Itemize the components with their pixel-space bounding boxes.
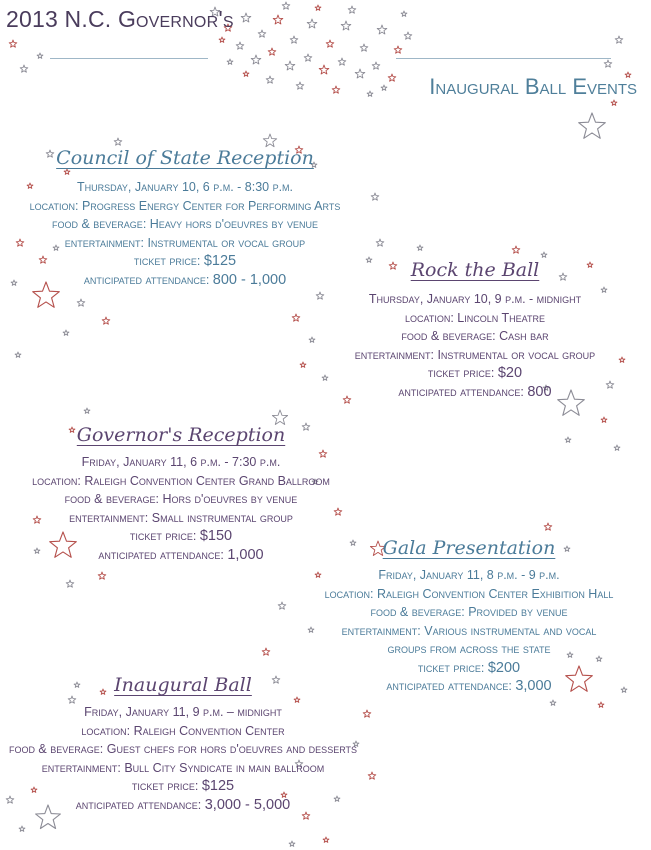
decorative-star-icon [241,13,251,22]
decorative-star-icon [98,572,106,579]
decorative-star-icon [307,19,317,28]
event-title: Council of State Reception [56,147,314,169]
event-date: Friday, January 11, 8 p.m. - 9 p.m. [378,568,560,582]
event-location: location: Raleigh Convention Center [81,723,285,738]
decorative-star-icon [550,700,556,705]
decorative-star-icon [372,62,380,69]
decorative-star-icon [219,37,225,42]
event-date: Friday, January 11, 6 p.m. - 7:30 p.m. [81,455,281,469]
decorative-star-icon [367,91,373,96]
decorative-star-icon [243,71,249,76]
header-rule-right [396,58,611,59]
decorative-star-icon [114,138,122,145]
decorative-star-icon [376,239,384,246]
decorative-star-icon [326,40,334,47]
decorative-star-icon [292,314,300,321]
decorative-star-icon [37,53,43,58]
event-ticket-price: ticket price: $20 [427,365,523,381]
decorative-star-icon [282,2,290,9]
event-food: food & beverage: Hors d'oeuvres by venue [64,492,298,506]
event-gala-presentation [296,536,642,696]
header-rule-left [50,58,208,59]
decorative-star-icon [15,352,21,357]
decorative-star-icon [236,42,244,49]
event-attendance: anticipated attendance: 3,000 [386,678,552,694]
decorative-star-icon [404,32,412,39]
decorative-star-icon [19,826,25,831]
decorative-star-icon [9,40,17,47]
decorative-star-icon [262,648,270,655]
decorative-star-icon [20,65,28,72]
event-attendance: anticipated attendance: 1,000 [98,546,264,563]
decorative-star-icon [604,60,612,67]
event-attendance: anticipated attendance: 3,000 - 5,000 [75,796,291,813]
event-rock-the-ball [330,258,620,401]
decorative-star-icon [360,44,368,51]
decorative-star-icon [66,580,74,587]
decorative-star-icon [371,193,379,200]
decorative-star-icon [266,76,274,83]
event-entertainment: entertainment: Small instrumental group [69,510,293,525]
decorative-star-icon [258,30,266,37]
event-title: Rock the Ball [410,259,540,281]
decorative-star-icon [84,408,90,413]
decorative-star-icon [332,86,340,93]
decorative-star-icon [394,46,402,53]
decorative-star-icon [300,362,306,367]
decorative-star-icon [579,113,606,138]
decorative-star-icon [401,11,407,16]
event-title: Inaugural Ball [114,674,252,696]
event-food: food & beverage: Provided by venue [370,605,568,619]
event-council-of-state-reception [0,146,370,289]
decorative-star-icon [278,602,286,609]
decorative-star-icon [565,437,571,442]
page-title-top: 2013 N.C. Governor's [6,6,234,32]
decorative-star-icon [227,59,233,64]
decorative-star-icon [615,36,623,43]
decorative-star-icon [381,85,387,90]
decorative-star-icon [355,69,365,78]
decorative-star-icon [63,330,69,335]
decorative-star-icon [338,58,346,65]
decorative-star-icon [296,82,304,89]
event-food: food & beverage: Guest chefs for hors d'oeuvres and desserts [8,742,358,756]
decorative-star-icon [285,61,295,70]
decorative-star-icon [273,15,283,24]
event-attendance: anticipated attendance: 800 - 1,000 [83,271,287,288]
decorative-star-icon [368,772,376,779]
decorative-star-icon [315,5,321,10]
decorative-star-icon [77,299,85,306]
event-date: Friday, January 11, 9 p.m. – midnight [84,705,282,719]
event-location: location: Raleigh Convention Center Exhibition Hall [324,586,614,601]
event-entertainment: entertainment: Bull City Syndicate in main ballroom [41,760,325,775]
event-title: Gala Presentation [382,537,556,559]
decorative-star-icon [268,48,276,55]
decorative-star-icon [388,74,396,81]
event-location: location: Lincoln Theatre [405,310,545,325]
decorative-star-icon [541,252,547,257]
event-entertainment: entertainment: Instrumental or vocal group [64,235,306,250]
decorative-star-icon [289,841,295,846]
event-attendance: anticipated attendance: 800 [398,383,552,400]
event-entertainment: entertainment: Various instrumental and vocal [341,623,597,638]
event-ticket-price: ticket price: $150 [129,528,233,544]
decorative-star-icon [322,375,328,380]
decorative-star-icon [263,134,276,147]
decorative-star-icon [598,702,604,707]
page-title-bottom: Inaugural Ball Events [429,74,637,99]
event-location: location: Progress Energy Center for Performing Arts [29,198,341,213]
decorative-star-icon [512,246,520,253]
event-ticket-price: ticket price: $125 [131,778,235,794]
decorative-star-icon [611,100,617,105]
event-ticket-price: ticket price: $125 [133,253,237,269]
decorative-star-icon [601,417,607,422]
decorative-star-icon [304,54,312,61]
decorative-star-icon [316,292,324,299]
decorative-star-icon [544,523,552,530]
decorative-star-icon [290,36,298,43]
event-entertainment-cont: groups from across the state [387,642,551,656]
event-ticket-price: ticket price: $200 [417,659,521,676]
decorative-star-icon [341,21,351,30]
decorative-star-icon [348,6,356,13]
event-location: location: Raleigh Convention Center Grand Ballroom [32,473,330,488]
decorative-star-icon [323,837,329,842]
decorative-star-icon [377,25,387,34]
decorative-star-icon [319,65,329,74]
event-date: Thursday, January 10, 6 p.m. - 8:30 p.m. [76,180,294,194]
decorative-star-icon [251,55,261,64]
event-food: food & beverage: Heavy hors d'oeuvres by venue [52,217,318,231]
decorative-star-icon [102,317,110,324]
event-inaugural-ball [0,673,366,814]
event-entertainment: entertainment: Instrumental or vocal group [354,347,596,362]
decorative-star-icon [614,445,620,450]
event-date: Thursday, January 10, 9 p.m. - midnight [368,292,582,306]
decorative-star-icon [417,245,423,250]
decorative-star-icon [309,337,315,342]
event-title: Governor's Reception [76,424,286,446]
event-food: food & beverage: Cash bar [401,329,549,343]
